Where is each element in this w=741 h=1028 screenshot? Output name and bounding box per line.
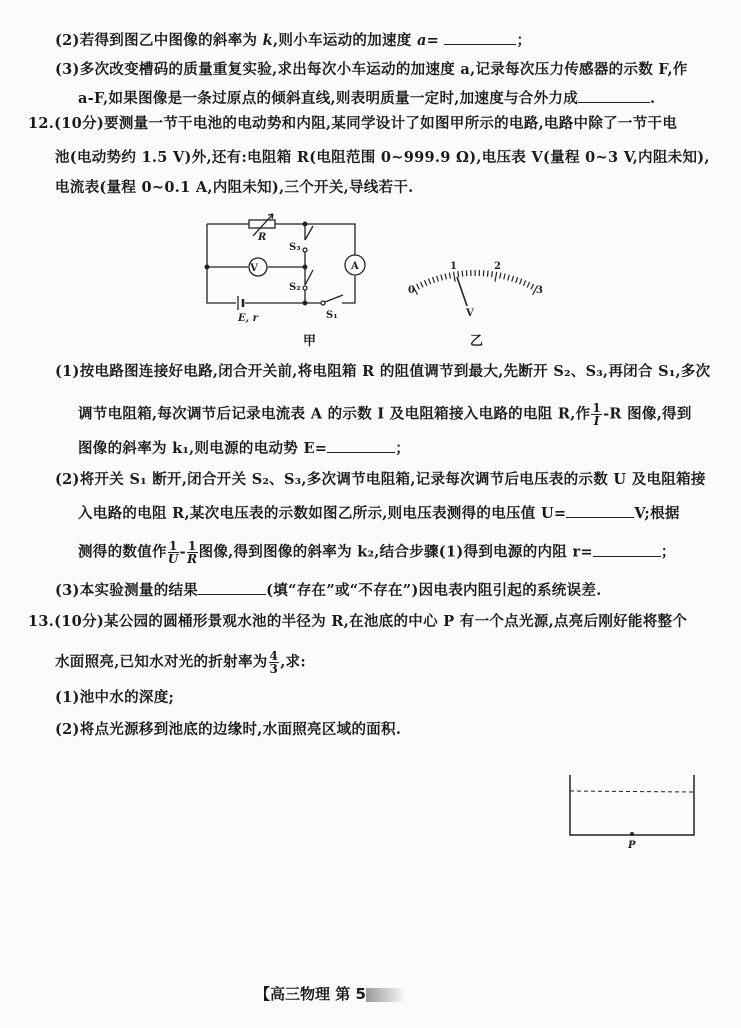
label-E-r: E, r: [238, 313, 258, 324]
numerator: 1: [168, 539, 178, 553]
dial-tick: [417, 284, 420, 289]
var-a: a: [416, 32, 427, 49]
q12-stem-line1: 12.(10分)要测量一节干电池的电动势和内阻,某同学设计了如图甲所示的电路,电路中除了一节干电: [28, 115, 678, 132]
dial-tick: [424, 280, 426, 286]
text: =: [426, 32, 440, 49]
q13-part2: (2)将点光源移到池底的边缘时,水面照亮区域的面积.: [55, 721, 402, 738]
answer-blank[interactable]: [198, 580, 266, 595]
page-curl-shadow: [366, 988, 406, 1002]
dial-unit-V: V: [466, 308, 474, 319]
answer-blank[interactable]: [593, 542, 661, 557]
answer-blank[interactable]: [566, 503, 634, 518]
dial-tick: [500, 273, 501, 279]
fraction-1-over-U: [168, 540, 179, 565]
tick-label-0: 0: [408, 285, 415, 296]
switch-S3: [305, 226, 313, 240]
denominator: U: [167, 552, 179, 566]
dial-tick: [508, 275, 510, 281]
circuit-figures: [0, 0, 741, 360]
text: 调节电阻箱,每次调节后记录电流表 A 的示数 I 及电阻箱接入电路的电阻 R,作: [78, 405, 591, 423]
circuit-diagram-jia: [205, 214, 365, 310]
text: (3)本实验测量的结果: [55, 582, 199, 599]
dial-pointer: [457, 277, 467, 306]
fraction-1-over-R: [187, 540, 198, 565]
q12-part2-line1: (2)将开关 S₁ 断开,闭合开关 S₂、S₃,多次调节电阻箱,记录每次调节后电压表的示数 U 及电阻箱接: [55, 471, 706, 488]
q11-part3-line1: (3)多次改变槽码的质量重复实验,求出每次小车运动的加速度 a,记录每次压力传感器的示数 F,作: [55, 61, 688, 78]
dial-tick: [512, 276, 514, 282]
dial-tick: [527, 282, 530, 287]
text: (2)若得到图乙中图像的斜率为: [55, 32, 263, 49]
label-R: R: [258, 232, 267, 243]
q13-stem-line2: [55, 650, 306, 675]
dial-tick: [492, 271, 493, 277]
q12-part2-line2: [78, 503, 680, 524]
answer-blank[interactable]: [327, 438, 395, 453]
dial-tick: [454, 272, 456, 282]
text: 入电路的电阻 R,某次电压表的示数如图乙所示,则电压表测得的电压值 U=: [78, 505, 567, 522]
text: V;根据: [634, 505, 680, 522]
label-V: V: [250, 263, 258, 274]
dial-tick: [445, 273, 446, 279]
figure-caption-jia: 甲: [303, 334, 317, 349]
label-A: A: [351, 261, 359, 272]
text: -R 图像,得到: [603, 405, 692, 423]
text: ,则小车运动的加速度: [273, 32, 417, 49]
water-surface-line: [570, 791, 694, 792]
numerator: 1: [592, 401, 602, 415]
dial-tick: [428, 279, 430, 285]
fraction-4-over-3: [269, 650, 280, 675]
dial-tick: [520, 279, 522, 285]
denominator: 3: [269, 662, 279, 676]
tick-label-2: 2: [494, 261, 501, 272]
text: (填“存在”或“不存在”)因电表内阻引起的系统误差.: [266, 582, 602, 599]
dial-tick: [421, 282, 424, 287]
tick-label-3: 3: [536, 285, 543, 296]
text: 水面照亮,已知水对光的折射率为: [55, 653, 268, 671]
dial-tick: [462, 271, 463, 277]
dial-tick: [531, 284, 534, 289]
q12-part2-line3: 测得的数值作 $\frac{1}{U}$ - $\frac{1}{R}$ 图像,得到图像的斜率为 k₂,结合步骤(1)得到电源的内阻 r= ；: [78, 539, 676, 566]
q12-part1-line2: [78, 402, 692, 427]
text: a-F,如果图像是一条过原点的倾斜直线,则表明质量一定时,加速度与合外力成: [78, 90, 578, 107]
q12-part1-line3: [78, 438, 410, 459]
voltmeter-dial-yi: [413, 270, 538, 306]
text: 图像的斜率为 k₁,则电源的电动势 E=: [78, 440, 328, 457]
q13-stem-line1: 13.(10分)某公园的圆桶形景观水池的半径为 R,在池底的中心 P 有一个点光源,点亮后刚好能将整个: [28, 613, 688, 630]
pool-diagram: [560, 770, 710, 860]
q12-part1-line1: (1)按电路图连接好电路,闭合开关前,将电阻箱 R 的阻值调节到最大,先断开 S₂、S₃,再闭合 S₁,多次: [55, 363, 711, 380]
dial-tick: [458, 271, 459, 277]
dial-tick: [449, 273, 450, 279]
text: ；: [395, 440, 411, 457]
page-footer: [255, 983, 406, 1004]
point-source-P: [630, 832, 634, 836]
q12-part3: [55, 580, 602, 601]
var-k: k: [262, 32, 274, 49]
q13-part1: (1)池中水的深度;: [55, 689, 175, 706]
label-S3: S₃: [289, 242, 301, 253]
text: 图像,得到图像的斜率为 k₂,结合步骤(1)得到电源的内阻 r=: [198, 543, 593, 561]
denominator: I: [593, 414, 600, 428]
q12-stem-line3: 电流表(量程 0~0.1 A,内阻未知),三个开关,导线若干.: [55, 179, 414, 196]
label-S1: S₁: [326, 310, 338, 321]
switch-S2: [305, 270, 313, 285]
footer-text: 【高三物理 第 5: [255, 985, 366, 1003]
dial-tick: [487, 271, 488, 277]
text: .: [650, 90, 656, 107]
text: ；: [516, 32, 532, 49]
numerator: 1: [187, 539, 197, 553]
numerator: 4: [269, 649, 279, 663]
dial-tick: [516, 277, 518, 283]
switch-S1: [325, 295, 343, 302]
text: ；: [660, 543, 676, 561]
text: ,求:: [280, 653, 307, 671]
dial-tick: [433, 277, 435, 283]
denominator: R: [187, 552, 198, 566]
text: 测得的数值作: [78, 543, 167, 561]
label-S2: S₂: [289, 282, 301, 293]
dial-tick: [523, 280, 525, 286]
tick-label-1: 1: [450, 261, 457, 272]
label-P: P: [628, 840, 636, 851]
dial-tick: [504, 274, 505, 280]
pool-outline: [570, 775, 694, 835]
q12-stem-line2: 池(电动势约 1.5 V)外,还有:电阻箱 R(电阻范围 0~999.9 Ω),电压表 V(量程 0~3 V,内阻未知),: [55, 149, 710, 166]
dial-tick: [495, 272, 497, 282]
fraction-1-over-I: [591, 402, 602, 427]
dial-tick: [437, 276, 439, 282]
dial-tick: [441, 275, 443, 281]
figure-caption-yi: 乙: [470, 334, 484, 349]
